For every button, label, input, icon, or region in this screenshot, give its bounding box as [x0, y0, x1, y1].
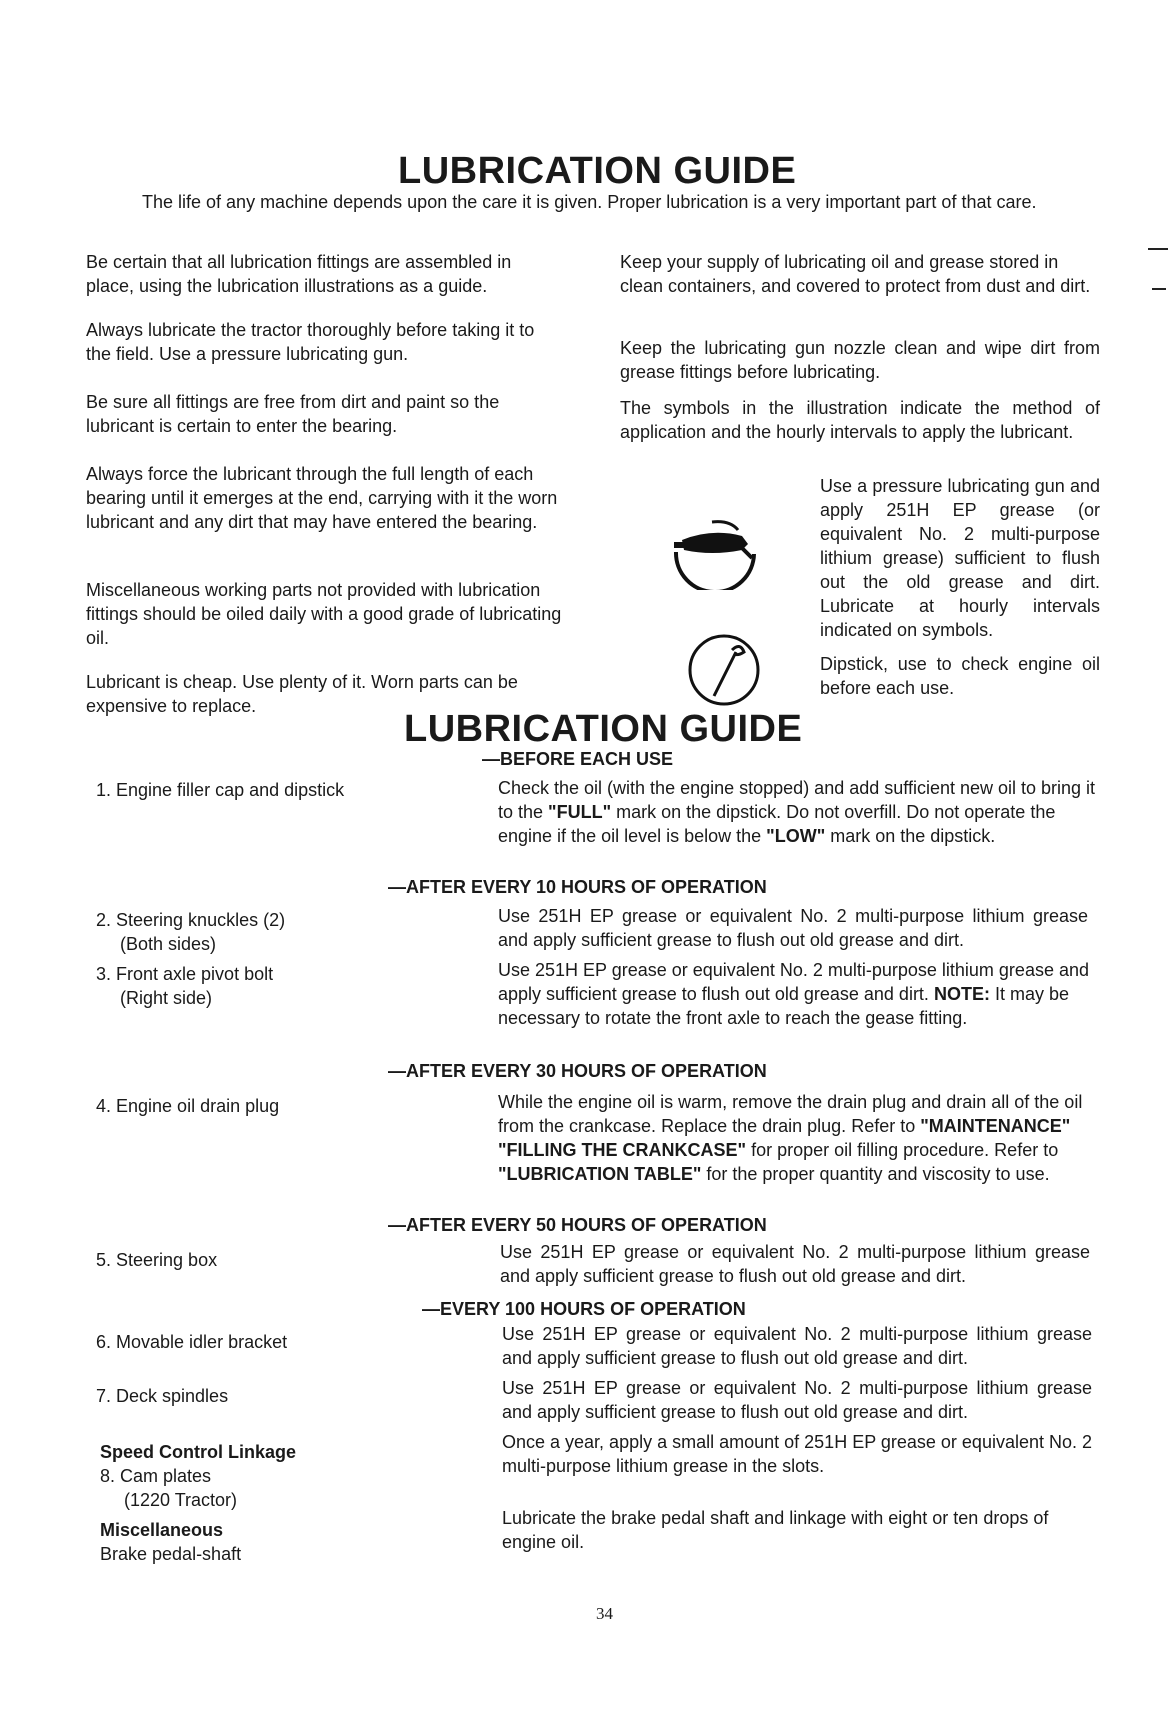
lube-point-description: Use 251H EP grease or equivalent No. 2 multi-purpose lithium grease and apply sufficient grease to flush out old grease and dirt.: [500, 1242, 1090, 1286]
section-heading-before-each-use: —BEFORE EACH USE: [482, 749, 674, 769]
lube-point-description: Use 251H EP grease or equivalent No. 2 multi-purpose lithium grease and apply sufficient grease to flush out old grease and dirt.: [498, 906, 1088, 950]
section-heading-50-hours: —AFTER EVERY 50 HOURS OF OPERATION: [388, 1215, 767, 1235]
lubrication-guide-title: LUBRICATION GUIDE: [404, 708, 803, 750]
lube-point-label: Miscellaneous Brake pedal-shaft: [100, 1520, 242, 1564]
lube-point-description: While the engine oil is warm, remove the drain plug and drain all of the oil from the crankcase. Replace the drain plug. Refer to "MAINTENANCE" "FILLING THE CRANKCASE" for proper oil filling procedure. Refer to "LUBRICATION TABLE" for the proper quantity and viscosity to use.: [498, 1092, 1083, 1184]
dipstick-symbol-text: Dipstick, use to check engine oil before each use.: [820, 654, 1100, 698]
lube-point-description: Lubricate the brake pedal shaft and linkage with eight or ten drops of engine oil.: [502, 1508, 1049, 1552]
lube-point-description: Check the oil (with the engine stopped) and add sufficient new oil to bring it to the "FULL" mark on the dipstick. Do not overfill. Do not operate the engine if the oil level is below the "LOW" mark on the dipstick.: [498, 778, 1096, 846]
left-paragraph: Be sure all fittings are free from dirt and paint so the lubricant is certain to enter the bearing.: [86, 392, 500, 436]
left-paragraph: Be certain that all lubrication fittings are assembled in place, using the lubrication illustrations as a guide.: [86, 252, 512, 296]
right-paragraph: The symbols in the illustration indicate the method of application and the hourly intervals to apply the lubricant.: [620, 398, 1100, 442]
lube-point-description: Use 251H EP grease or equivalent No. 2 multi-purpose lithium grease and apply sufficient grease to flush out old grease and dirt.: [502, 1324, 1092, 1368]
left-paragraph: Always force the lubricant through the full length of each bearing until it emerges at the end, carrying with it the worn lubricant and any dirt that may have entered the bearing.: [86, 464, 558, 532]
lube-point-label: 6. Movable idler bracket: [96, 1332, 288, 1352]
lube-point-label: 7. Deck spindles: [96, 1386, 229, 1406]
lube-point-label: 2. Steering knuckles (2) (Both sides): [96, 910, 286, 954]
lube-point-label: 4. Engine oil drain plug: [96, 1096, 280, 1116]
page-number: 34: [596, 1604, 613, 1623]
margin-mark: [1148, 248, 1168, 250]
section-heading-30-hours: —AFTER EVERY 30 HOURS OF OPERATION: [388, 1061, 767, 1081]
lube-point-description: Once a year, apply a small amount of 251H EP grease or equivalent No. 2 multi-purpose lithium grease in the slots.: [502, 1432, 1093, 1476]
left-paragraph: Always lubricate the tractor thoroughly before taking it to the field. Use a pressure lubricating gun.: [86, 320, 535, 364]
grease-gun-symbol-text: Use a pressure lubricating gun and apply 251H EP grease (or equivalent No. 2 multi-purpose lithium grease) sufficient to flush out the old grease and dirt. Lubricate at hourly intervals indicated on symbols.: [820, 476, 1100, 640]
right-paragraph: Keep your supply of lubricating oil and grease stored in clean containers, and covered to protect from dust and dirt.: [620, 252, 1091, 296]
section-heading-10-hours: —AFTER EVERY 10 HOURS OF OPERATION: [388, 877, 767, 897]
left-paragraph: Lubricant is cheap. Use plenty of it. Worn parts can be expensive to replace.: [86, 672, 518, 716]
dipstick-icon: [686, 632, 762, 708]
lube-point-label: 1. Engine filler cap and dipstick: [96, 780, 345, 800]
lube-point-description: Use 251H EP grease or equivalent No. 2 multi-purpose lithium grease and apply sufficient grease to flush out old grease and dirt. NOTE: It may be necessary to rotate the front axle to reach the gease fitting.: [498, 960, 1089, 1028]
lube-point-description: Use 251H EP grease or equivalent No. 2 multi-purpose lithium grease and apply sufficient grease to flush out old grease and dirt.: [502, 1378, 1092, 1422]
left-paragraph: Miscellaneous working parts not provided with lubrication fittings should be oiled daily with a good grade of lubricating oil.: [86, 580, 562, 648]
margin-mark: [1152, 288, 1166, 290]
lube-point-label: Speed Control Linkage 8. Cam plates (1220 Tractor): [100, 1442, 297, 1510]
page-title: LUBRICATION GUIDE: [398, 150, 797, 192]
section-heading-100-hours: —EVERY 100 HOURS OF OPERATION: [422, 1299, 746, 1319]
right-paragraph: Keep the lubricating gun nozzle clean and wipe dirt from grease fittings before lubricating.: [620, 338, 1100, 382]
lube-point-label: 3. Front axle pivot bolt (Right side): [96, 964, 274, 1008]
grease-gun-icon: [672, 510, 758, 590]
lube-point-label: 5. Steering box: [96, 1250, 218, 1270]
intro-text: The life of any machine depends upon the care it is given. Proper lubrication is a very important part of that care.: [142, 192, 1037, 212]
